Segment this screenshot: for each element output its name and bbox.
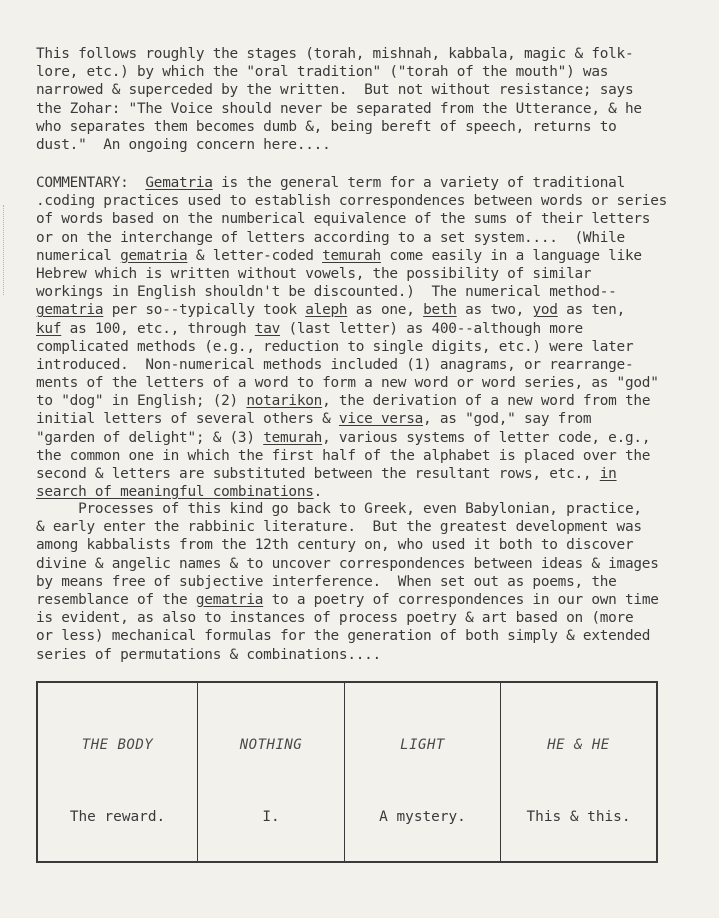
underlined-term: notarikon <box>246 393 323 410</box>
underlined-term: tav <box>254 320 281 337</box>
text-line: narrowed & superceded by the written. But not without resistance; says <box>36 82 634 99</box>
text-line: This follows roughly the stages (torah, mishnah, kabbala, magic & folk- <box>36 46 634 62</box>
text-line: the Zohar: "The Voice should never be separated from the Utterance, & he <box>36 100 642 117</box>
text-line: dust." An ongoing concern here.... <box>36 136 331 153</box>
text-line <box>36 483 706 501</box>
text-segment: is the general term for a variety of traditional <box>212 175 625 191</box>
poem-cell-light <box>345 683 501 861</box>
text-segment: second & letters are substituted between the resultant rows, etc., <box>36 466 600 482</box>
underlined-term: Gematria <box>145 175 213 191</box>
underlined-term: beth <box>423 302 457 319</box>
text-line: series of permutations & combinations.... <box>36 646 381 663</box>
poem-title: NOTHING <box>239 737 303 753</box>
underlined-term: temurah <box>263 429 323 446</box>
poem-table <box>36 681 658 863</box>
text-segment: numerical <box>36 247 121 264</box>
text-segment: ments of the letters of a word to form a new word or word series, as "god" <box>36 375 659 392</box>
underlined-term: in <box>599 466 617 482</box>
poem-body: This & this. <box>526 809 631 825</box>
text-segment: of words based on the numberical equivalence of the sums of their letters <box>36 211 651 228</box>
underlined-term: kuf <box>36 320 62 337</box>
text-segment: , the derivation of a new word from the <box>322 393 651 410</box>
text-segment: as two, <box>456 302 533 319</box>
underlined-term: vice versa <box>338 411 424 428</box>
text-line: is evident, as also to instances of process poetry & art based on (more <box>36 610 634 627</box>
margin-mark <box>3 205 6 295</box>
text-line: divine & angelic names & to uncover correspondences between ideas & images <box>36 555 659 572</box>
text-line <box>36 192 706 210</box>
text-line <box>36 301 706 319</box>
text-line <box>36 374 706 392</box>
poem-body: The reward. <box>69 809 166 825</box>
text-segment: the common one in which the first half of the alphabet is placed over the <box>36 447 651 464</box>
underlined-term: temurah <box>322 247 381 264</box>
poem-title: THE BODY <box>81 737 154 753</box>
underlined-term: yod <box>532 302 558 319</box>
text-segment: introduced. Non-numerical methods included (1) anagrams, or rearrange- <box>36 356 634 373</box>
text-line <box>36 338 706 356</box>
text-line <box>36 283 706 301</box>
text-segment: or on the interchange of letters according to a set system.... (While <box>36 229 625 246</box>
text-segment: COMMENTARY: <box>36 175 146 191</box>
intro-paragraph <box>36 45 706 154</box>
text-line <box>36 229 706 247</box>
text-segment: . <box>313 484 323 501</box>
text-line <box>36 320 706 338</box>
text-segment: initial letters of several others & <box>36 411 339 428</box>
underlined-term: gematria <box>195 591 264 608</box>
text-line <box>36 210 706 228</box>
text-segment: Hebrew which is written without vowels, the possibility of similar <box>36 265 592 282</box>
text-line: & early enter the rabbinic literature. But the greatest development was <box>36 519 642 536</box>
text-segment: , various systems of letter code, e.g., <box>322 429 651 446</box>
underlined-term: gematria <box>36 302 104 319</box>
processes-paragraph <box>36 500 706 664</box>
text-line <box>36 356 706 374</box>
text-line: lore, etc.) by which the "oral tradition" ("torah of the mouth") was <box>36 64 609 81</box>
text-segment: to "dog" in English; (2) <box>36 393 247 410</box>
poem-cell-the-body <box>38 683 198 861</box>
text-line <box>36 465 706 483</box>
underlined-term: search of meaningful combinations <box>36 484 314 501</box>
text-line: among kabbalists from the 12th century on, who used it both to discover <box>36 537 634 554</box>
text-segment: per so--typically took <box>103 302 306 319</box>
poem-cell-nothing <box>198 683 345 861</box>
text-line: Processes of this kind go back to Greek, even Babylonian, practice, <box>36 501 642 517</box>
commentary-paragraph <box>36 174 706 501</box>
text-segment: "garden of delight"; & (3) <box>36 429 264 446</box>
text-segment: to a poetry of correspondences in our own time <box>263 591 659 608</box>
text-segment: as one, <box>347 302 424 319</box>
underlined-term: gematria <box>120 247 188 264</box>
text-segment: & letter-coded <box>187 247 323 264</box>
text-segment: .coding practices used to establish correspondences between words or series <box>36 193 668 210</box>
text-line <box>36 265 706 283</box>
text-segment: , as "god," say from <box>423 411 592 428</box>
text-line: or less) mechanical formulas for the generation of both simply & extended <box>36 628 651 645</box>
text-line: by means free of subjective interference. When set out as poems, the <box>36 573 617 590</box>
poem-title: LIGHT <box>400 737 445 753</box>
text-segment: workings in English shouldn't be discounted.) The numerical method-- <box>36 284 617 301</box>
text-line <box>36 410 706 428</box>
text-segment: (last letter) as 400--although more <box>280 320 583 337</box>
poem-body: A mystery. <box>379 809 466 825</box>
text-segment: complicated methods (e.g., reduction to single digits, etc.) were later <box>36 338 634 355</box>
text-line <box>36 447 706 465</box>
text-line <box>36 247 706 265</box>
text-line <box>36 392 706 410</box>
underlined-term: aleph <box>305 302 348 319</box>
text-segment: come easily in a language like <box>380 247 642 264</box>
text-segment: as 100, etc., through <box>61 320 255 337</box>
text-line <box>36 174 706 192</box>
text-segment: resemblance of the <box>36 591 196 608</box>
text-segment: as ten, <box>557 302 626 319</box>
poem-title: HE & HE <box>547 737 610 753</box>
poem-cell-he-and-he <box>501 683 656 861</box>
text-line <box>36 429 706 447</box>
text-line <box>36 591 706 609</box>
text-line: who separates them becomes dumb &, being bereft of speech, returns to <box>36 118 617 135</box>
poem-body: I. <box>262 809 280 825</box>
